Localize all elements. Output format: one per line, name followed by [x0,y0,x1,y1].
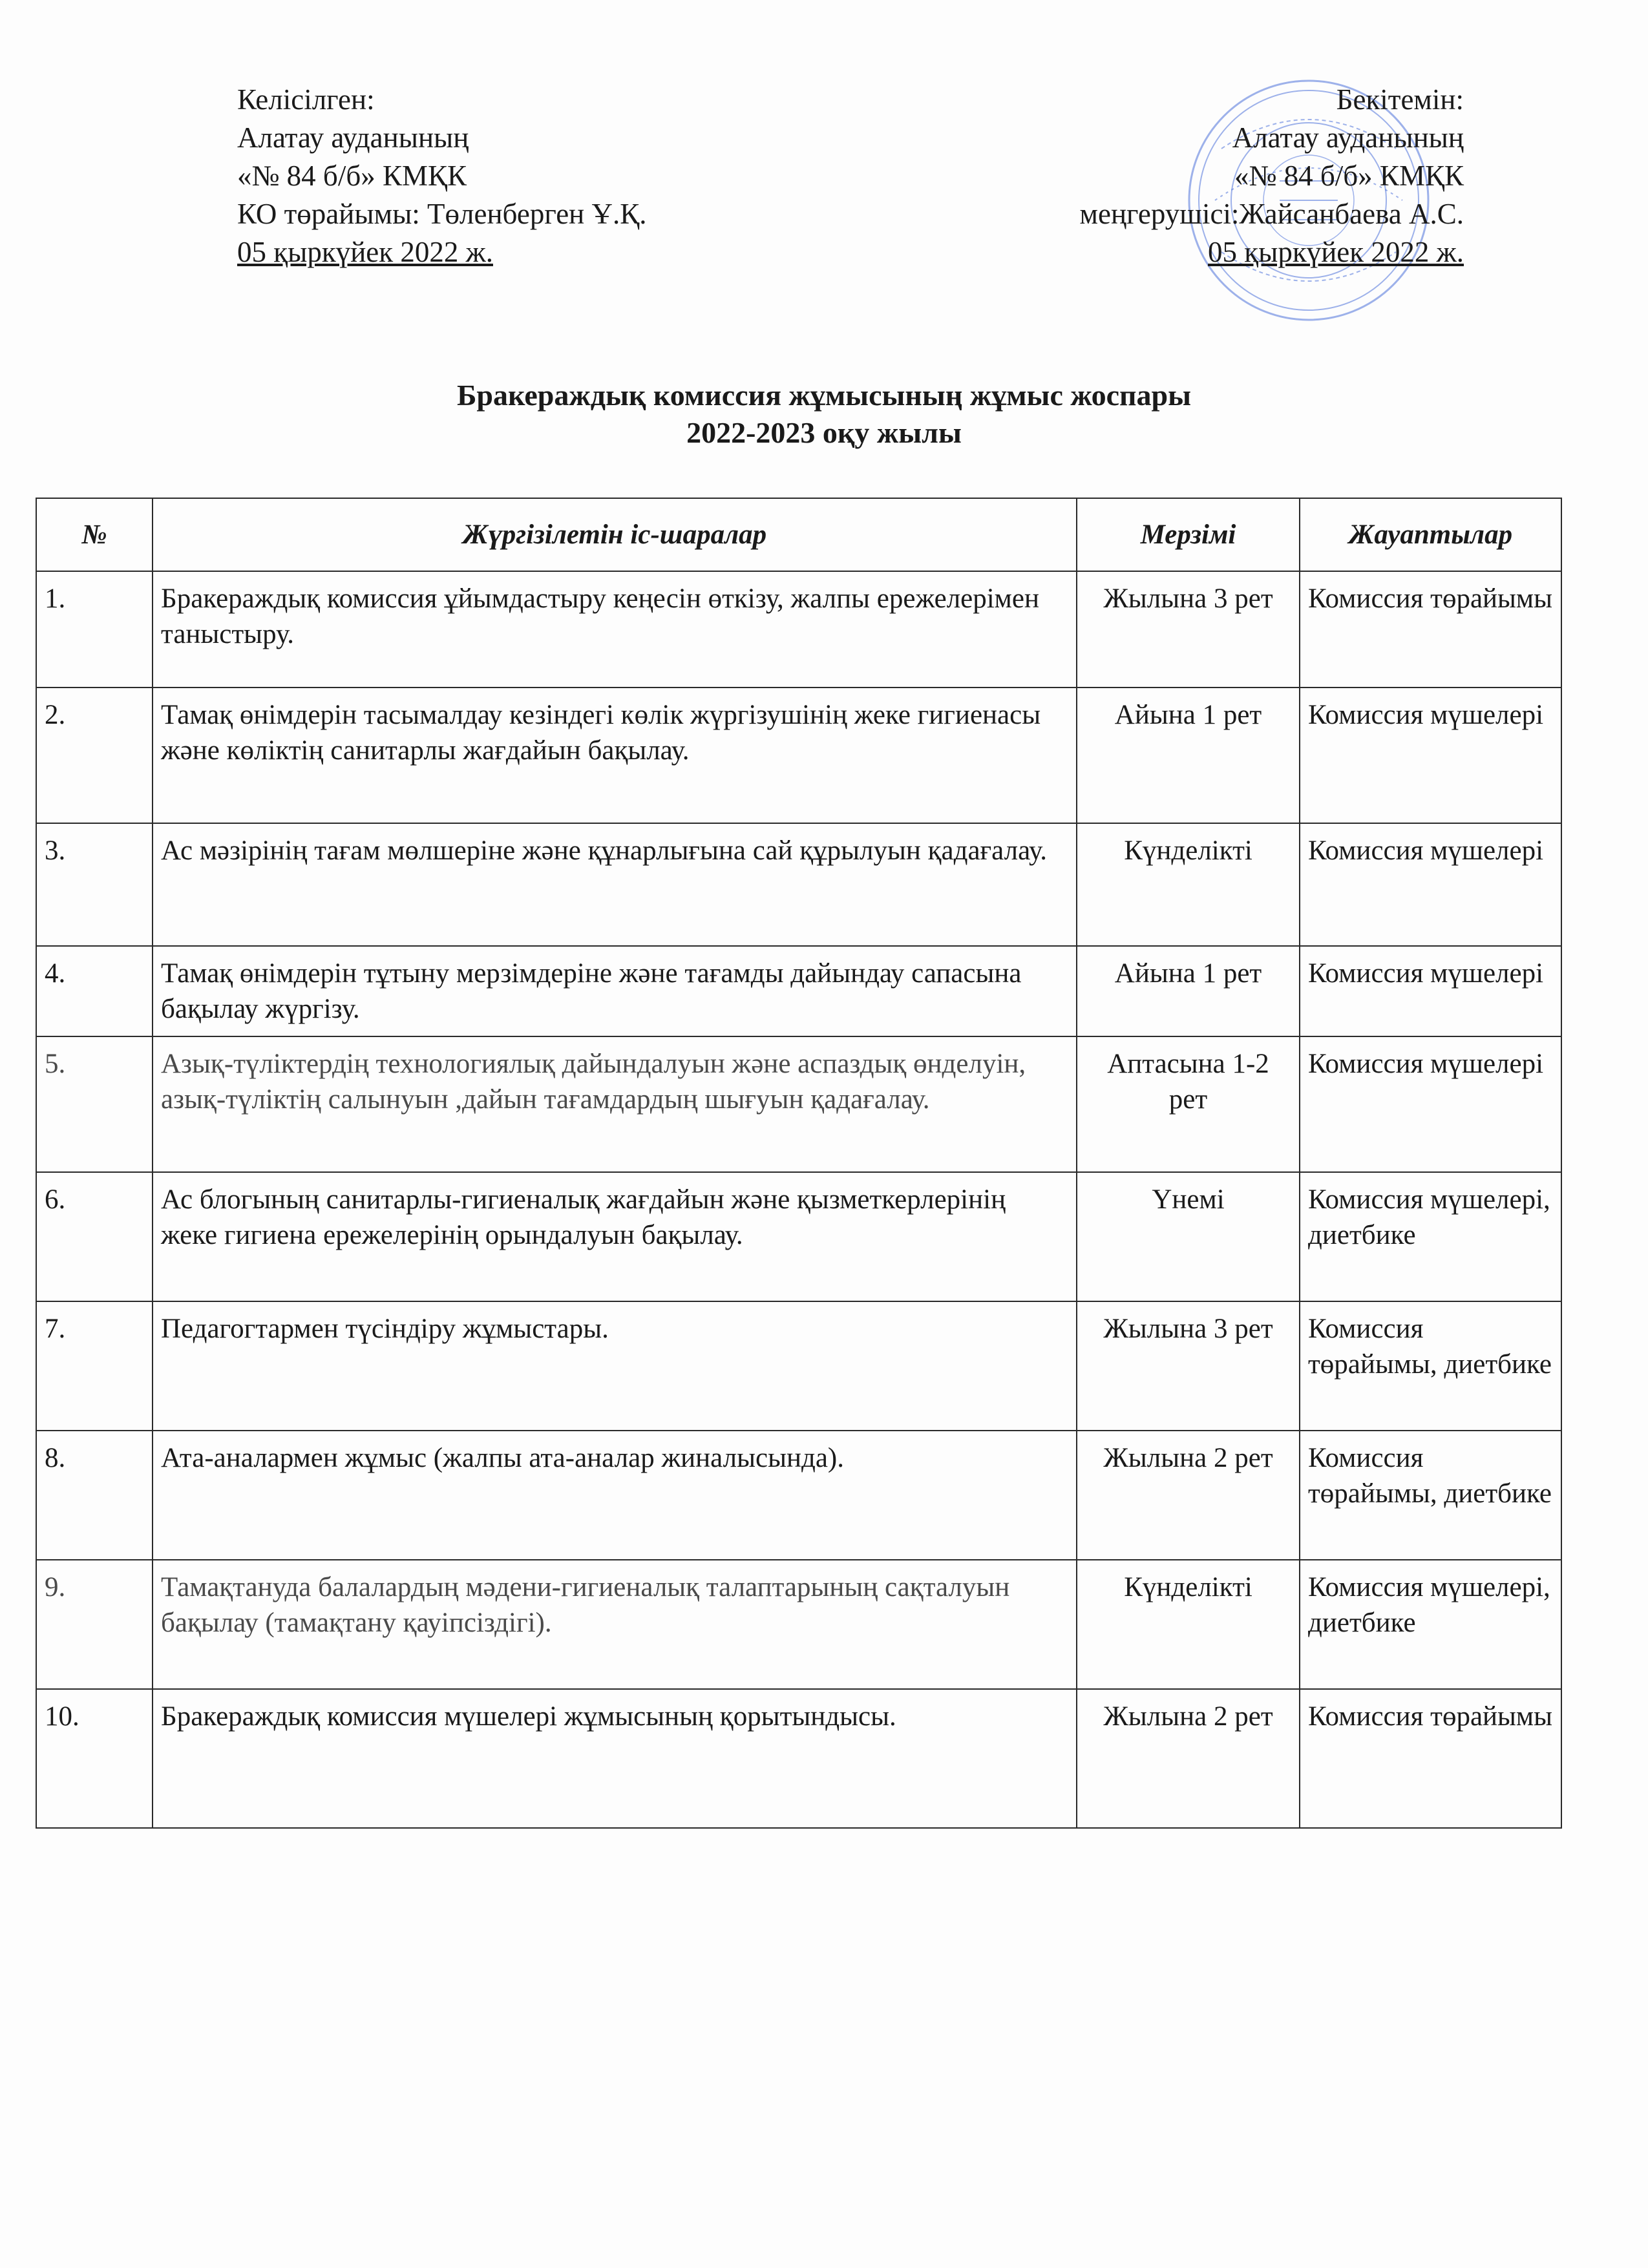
row-number: 10. [36,1689,153,1828]
approved-label: Бекітемін: [1336,83,1464,116]
table-row [36,688,1561,823]
row-responsible: Комиссия мүшелері [1300,823,1561,946]
row-responsible: Комиссия мүшелері [1300,946,1561,1036]
row-period: Жылына 3 рет [1077,1301,1300,1431]
row-activity: Педагогтармен түсіндіру жұмыстары. [153,1301,1077,1431]
agreed-chairperson: КО төрайымы: Төленберген Ұ.Қ. [237,198,647,230]
table-header-row [36,498,1561,571]
approved-organization: «№ 84 б/б» КМҚК [1234,160,1464,192]
agreed-label: Келісілген: [237,83,375,116]
table-row [36,571,1561,688]
document-title [0,377,1648,452]
row-activity: Азық-түліктердің технологиялық дайындалуын және аспаздық өнделуін, азық-түліктің салынуын ,дайын тағамдардың шығуын қадағалау. [153,1036,1077,1172]
row-number: 4. [36,946,153,1036]
row-number: 9. [36,1560,153,1689]
row-number: 2. [36,688,153,823]
row-activity: Бракераждық комиссия ұйымдастыру кеңесін өткізу, жалпы ережелерімен таныстыру. [153,571,1077,688]
table-row [36,1172,1561,1301]
row-period: Жылына 2 рет [1077,1431,1300,1560]
row-number: 3. [36,823,153,946]
row-responsible: Комиссия төрайымы, диетбике [1300,1431,1561,1560]
row-number: 1. [36,571,153,688]
work-plan-table [36,498,1562,1829]
row-number: 6. [36,1172,153,1301]
approved-date: 05 қыркүйек 2022 ж. [1208,236,1464,268]
row-responsible: Комиссия мүшелері [1300,1036,1561,1172]
table-row [36,946,1561,1036]
row-activity: Ас мәзірінің тағам мөлшеріне және құнарлығына сай құрылуын қадағалау. [153,823,1077,946]
row-period: Айына 1 рет [1077,946,1300,1036]
agreed-date: 05 қыркүйек 2022 ж. [237,236,493,268]
row-number: 5. [36,1036,153,1172]
table-row [36,1689,1561,1828]
table-row [36,823,1561,946]
row-responsible: Комиссия мүшелері, диетбике [1300,1560,1561,1689]
row-number: 8. [36,1431,153,1560]
title-line-1: Бракераждық комиссия жұмысының жұмыс жоспары [457,379,1191,412]
row-period: Айына 1 рет [1077,688,1300,823]
approved-district: Алатау ауданының [1232,121,1464,154]
row-period: Күнделікті [1077,823,1300,946]
header-responsible: Жауаптылар [1300,498,1561,571]
approval-approved-block [969,81,1464,271]
row-period: Үнемі [1077,1172,1300,1301]
approval-header [0,0,1648,336]
title-line-2: 2022-2023 оқу жылы [686,416,962,449]
row-activity: Ата-аналармен жұмыс (жалпы ата-аналар жиналысында). [153,1431,1077,1560]
agreed-organization: «№ 84 б/б» КМҚК [237,160,467,192]
header-activities: Жүргізілетін іс-шаралар [153,498,1077,571]
row-responsible: Комиссия төрайымы [1300,571,1561,688]
row-responsible: Комиссия төрайымы, диетбике [1300,1301,1561,1431]
approval-agreed-block [237,81,647,271]
row-period: Күнделікті [1077,1560,1300,1689]
row-activity: Тамақ өнімдерін тұтыну мерзімдеріне және тағамды дайындау сапасына бақылау жүргізу. [153,946,1077,1036]
table-row [36,1431,1561,1560]
agreed-district: Алатау ауданының [237,121,469,154]
table-row [36,1036,1561,1172]
row-period: Аптасына 1-2 рет [1077,1036,1300,1172]
row-number: 7. [36,1301,153,1431]
row-activity: Тамақтануда балалардың мәдени-гигиеналық талаптарының сақталуын бақылау (тамақтану қауіпсіздігі). [153,1560,1077,1689]
row-responsible: Комиссия мүшелері [1300,688,1561,823]
header-number: № [36,498,153,571]
header-period: Мерзімі [1077,498,1300,571]
table-row [36,1301,1561,1431]
row-activity: Ас блогының санитарлы-гигиеналық жағдайын және қызметкерлерінің жеке гигиена ережелерінің орындалуын бақылау. [153,1172,1077,1301]
row-activity: Тамақ өнімдерін тасымалдау кезіндегі көлік жүргізушінің жеке гигиенасы және көліктің санитарлы жағдайын бақылау. [153,688,1077,823]
row-period: Жылына 3 рет [1077,571,1300,688]
approved-head: меңгерушісі:Жайсанбаева А.С. [1079,198,1464,230]
table-row [36,1560,1561,1689]
row-responsible: Комиссия мүшелері, диетбике [1300,1172,1561,1301]
row-period: Жылына 2 рет [1077,1689,1300,1828]
row-activity: Бракераждық комиссия мүшелері жұмысының қорытындысы. [153,1689,1077,1828]
row-responsible: Комиссия төрайымы [1300,1689,1561,1828]
